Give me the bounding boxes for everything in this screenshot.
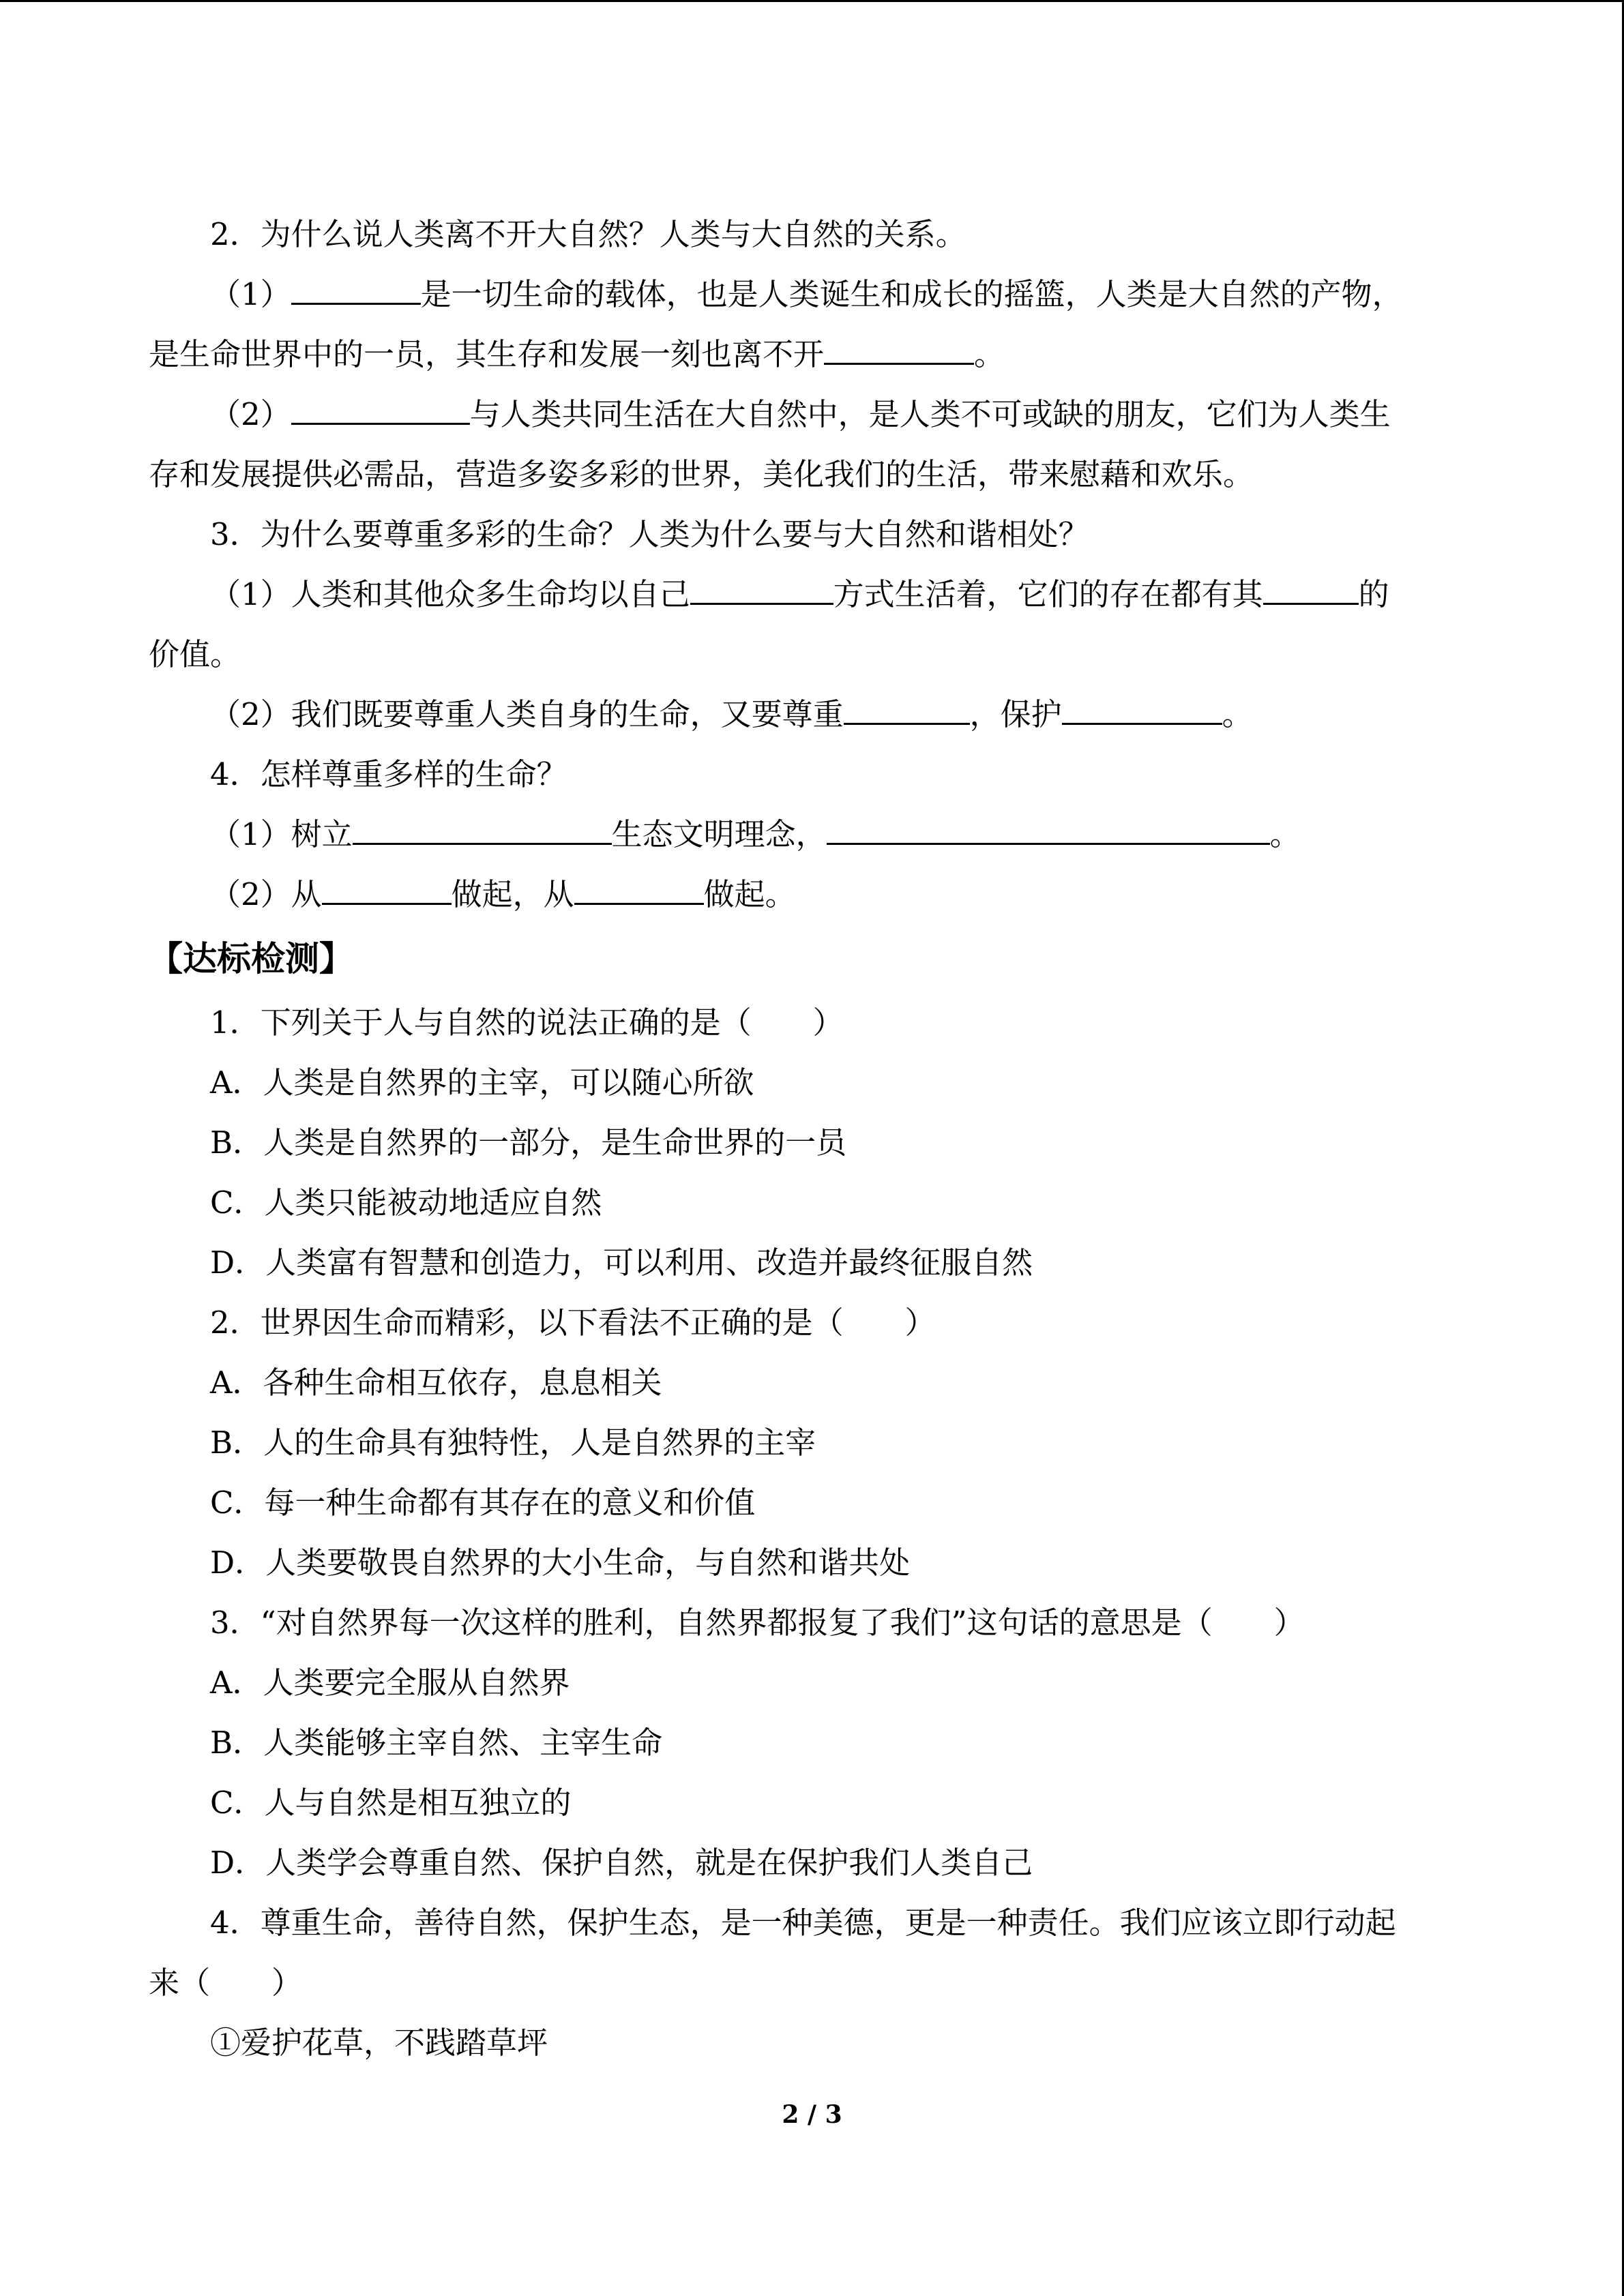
question-2-point-2: （2） 与人类共同生活在大自然中，是人类不可或缺的朋友，它们为人类生 [210,396,1391,432]
test-q3-option-a[interactable]: A．人类要完全服从自然界 [210,1665,570,1701]
test-question-2: 2．世界因生命而精彩，以下看法不正确的是（ ） [210,1304,936,1341]
fill-blank[interactable] [824,336,974,365]
fill-blank[interactable] [1263,576,1359,605]
page-number: 2 / 3 [782,2100,842,2129]
fill-blank[interactable] [1062,696,1222,725]
test-q2-option-a[interactable]: A．各种生命相互依存，息息相关 [210,1365,662,1401]
question-4-point-2: （2）从 做起，从 做起。 [210,876,796,912]
test-question-3: 3．“对自然界每一次这样的胜利，自然界都报复了我们”这句话的意思是（ ） [210,1605,1305,1641]
fill-blank[interactable] [690,576,833,605]
fill-blank[interactable] [291,396,470,425]
test-q3-option-c[interactable]: C．人与自然是相互独立的 [210,1785,572,1821]
fill-blank[interactable] [844,696,970,725]
question-4-title: 4．怎样尊重多样的生命？ [210,756,567,792]
question-4-point-1: （1）树立 生态文明理念， 。 [210,816,1301,852]
question-3-point-1-cont: 价值。 [149,636,241,672]
fill-blank[interactable] [291,275,421,305]
test-question-1: 1．下列关于人与自然的说法正确的是（ ） [210,1004,844,1041]
question-3-point-1: （1）人类和其他众多生命均以自己 方式生活着，它们的存在都有其 的 [210,576,1389,612]
question-2-point-1-cont: 是生命世界中的一员，其生存和发展一刻也离不开 。 [149,336,1005,372]
document-body [149,205,1486,2073]
test-question-4-cont: 来（ ） [149,1965,303,2001]
fill-blank[interactable] [322,876,452,905]
test-q1-option-a[interactable]: A．人类是自然界的主宰，可以随心所欲 [210,1064,754,1101]
test-q2-option-d[interactable]: D．人类要敬畏自然界的大小生命，与自然和谐共处 [210,1545,911,1581]
test-q1-option-b[interactable]: B．人类是自然界的一部分，是生命世界的一员 [210,1124,847,1161]
test-q1-option-c[interactable]: C．人类只能被动地适应自然 [210,1184,602,1221]
fill-blank[interactable] [827,816,1270,845]
test-q2-option-b[interactable]: B．人的生命具有独特性，人是自然界的主宰 [210,1425,816,1461]
question-2-title: 2．为什么说人类离不开大自然？人类与大自然的关系。 [210,216,966,252]
fill-blank[interactable] [353,816,612,845]
test-question-4: 4．尊重生命，善待自然，保护生态，是一种美德，更是一种责任。我们应该立即行动起 [210,1905,1396,1941]
section-heading: 【达标检测】 [149,939,353,979]
question-3-point-2: （2）我们既要尊重人类自身的生命，又要尊重 ，保护 。 [210,696,1253,732]
question-3-title: 3．为什么要尊重多彩的生命？人类为什么要与大自然和谐相处？ [210,516,1089,552]
test-q3-option-b[interactable]: B．人类能够主宰自然、主宰生命 [210,1725,663,1761]
test-q2-option-c[interactable]: C．每一种生命都有其存在的意义和价值 [210,1485,756,1521]
test-q3-option-d[interactable]: D．人类学会尊重自然、保护自然，就是在保护我们人类自己 [210,1845,1033,1881]
question-2-point-1: （1） 是一切生命的载体，也是人类诞生和成长的摇篮，人类是大自然的产物， [210,276,1403,312]
fill-blank[interactable] [574,876,704,905]
test-q4-item-1: ①爱护花草，不践踏草坪 [210,2025,548,2061]
question-2-point-2-cont: 存和发展提供必需品，营造多姿多彩的世界，美化我们的生活，带来慰藉和欢乐。 [149,456,1254,492]
test-q1-option-d[interactable]: D．人类富有智慧和创造力，可以利用、改造并最终征服自然 [210,1244,1033,1281]
